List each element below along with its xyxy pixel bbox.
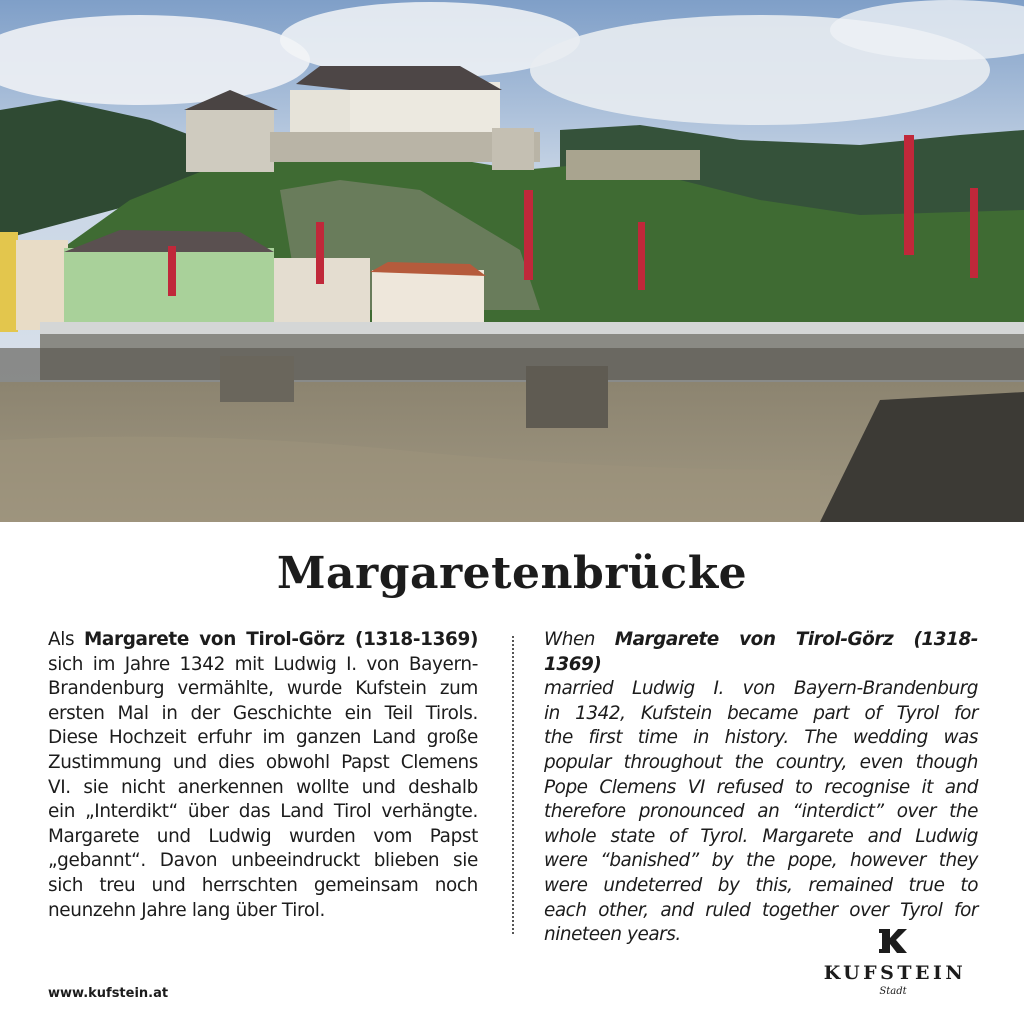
text-run: When [544,629,615,650]
kufstein-k-emblem-icon [878,928,908,954]
text-line [544,825,978,850]
text-line [48,800,478,825]
text-line [544,874,978,899]
text-line [48,628,478,653]
text-line [48,677,478,702]
text-line [544,800,978,825]
bold-name: Margarete von Tirol-Görz (1318-1369) [83,629,478,650]
text-run: nineteen years. [544,924,681,946]
text-line [48,899,478,924]
text-line [48,825,478,850]
english-text-column [544,628,978,948]
column-divider [512,636,514,934]
text-run: popular throughout the country, even though [544,751,978,773]
kufstein-logo [808,928,978,997]
page-title: Margaretenbrücke [276,548,748,599]
text-run: Brandenburg vermählte, wurde Kufstein zum [48,678,478,700]
text-line [48,874,478,899]
text-run: „gebannt“. Davon unbeeindruckt blieben sie [48,850,478,872]
logo-subtitle: Stadt [879,986,907,997]
text-run: the first time in history. The wedding was [544,727,978,749]
text-run: VI. sie nicht anerkennen wollte und deshalb [48,776,478,798]
text-run: ein „Interdikt“ über das Land Tirol verhängte. [48,801,478,823]
text-run: Zustimmung und dies obwohl Papst Clemens [48,751,478,773]
text-line [48,776,478,801]
text-run: were “banished” by the pope, however they [544,850,978,872]
text-run: were undeterred by this, remained true to [544,874,978,896]
text-line [544,628,978,677]
text-line [544,702,978,727]
text-run: Pope Clemens VI refused to recognise it and [544,776,978,798]
text-line [544,677,978,702]
text-line [544,726,978,751]
text-line [544,849,978,874]
text-line [544,751,978,776]
text-run: ersten Mal in der Geschichte ein Teil Tirols. [48,702,478,724]
logo-wordmark: KUFSTEIN [823,962,967,984]
website-url[interactable]: www.kufstein.at [48,986,169,1001]
german-text-column [48,628,478,923]
text-run: married Ludwig I. von Bayern-Brandenburg [544,678,978,700]
text-run: sich treu und herrschten gemeinsam noch [48,874,478,896]
text-line [544,899,978,924]
text-line [48,653,478,678]
text-run: whole state of Tyrol. Margarete and Ludwig [544,825,978,847]
text-run: each other, and ruled together over Tyrol for [544,899,978,921]
text-run: Als [48,629,84,650]
text-line [48,726,478,751]
bold-name: Margarete von Tirol-Görz (1318-1369) [544,629,978,675]
text-run: in 1342, Kufstein became part of Tyrol for [544,702,978,724]
text-line [48,849,478,874]
text-run: therefore pronounced an “interdict” over the [544,801,978,823]
text-run: neunzehn Jahre lang über Tirol. [48,899,325,921]
text-line [48,751,478,776]
text-line [48,702,478,727]
text-run: sich im Jahre 1342 mit Ludwig I. von Bayern- [48,653,478,675]
text-line [544,776,978,801]
text-run: Diese Hochzeit erfuhr im ganzen Land große [48,727,478,749]
text-run: Margarete und Ludwig wurden vom Papst [48,825,478,847]
